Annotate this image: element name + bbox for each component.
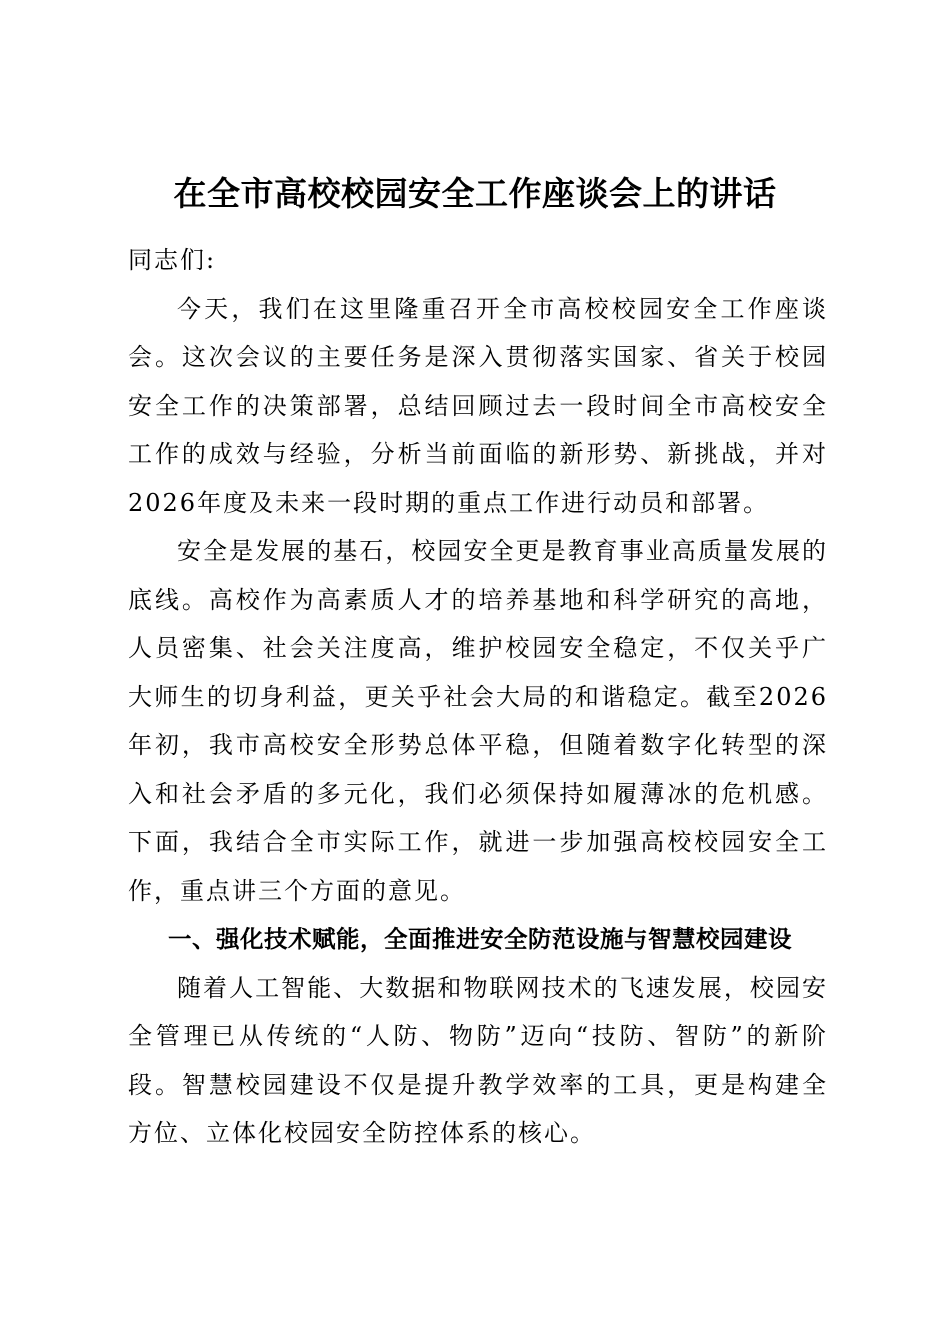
document-body xyxy=(128,236,828,1158)
document-title: 在全市高校校园安全工作座谈会上的讲话 xyxy=(173,174,777,213)
section-heading-1: 一、强化技术赋能，全面推进安全防范设施与智慧校园建设 xyxy=(168,925,792,953)
section-1-paragraph: 随着人工智能、大数据和物联网技术的飞速发展，校园安全管理已从传统的“人防、物防”迈向“技防、智防”的新阶段。智慧校园建设不仅是提升教学效率的工具，更是构建全方位、立体化校园安全防控体系的核心。 xyxy=(128,973,828,1147)
paragraph-context: 安全是发展的基石，校园安全更是教育事业高质量发展的底线。高校作为高素质人才的培养基地和科学研究的高地，人员密集、社会关注度高，维护校园安全稳定，不仅关乎广大师生的切身利益，更关乎社会大局的和谐稳定。截至2026年初，我市高校安全形势总体平稳，但随着数字化转型的深入和社会矛盾的多元化，我们必须保持如履薄冰的危机感。下面，我结合全市实际工作，就进一步加强高校校园安全工作，重点讲三个方面的意见。 xyxy=(128,537,828,905)
salutation: 同志们: xyxy=(128,246,217,274)
paragraph-opening: 今天，我们在这里隆重召开全市高校校园安全工作座谈会。这次会议的主要任务是深入贯彻落实国家、省关于校园安全工作的决策部署，总结回顾过去一段时间全市高校安全工作的成效与经验，分析当前面临的新形势、新挑战，并对2026年度及未来一段时期的重点工作进行动员和部署。 xyxy=(128,294,828,517)
